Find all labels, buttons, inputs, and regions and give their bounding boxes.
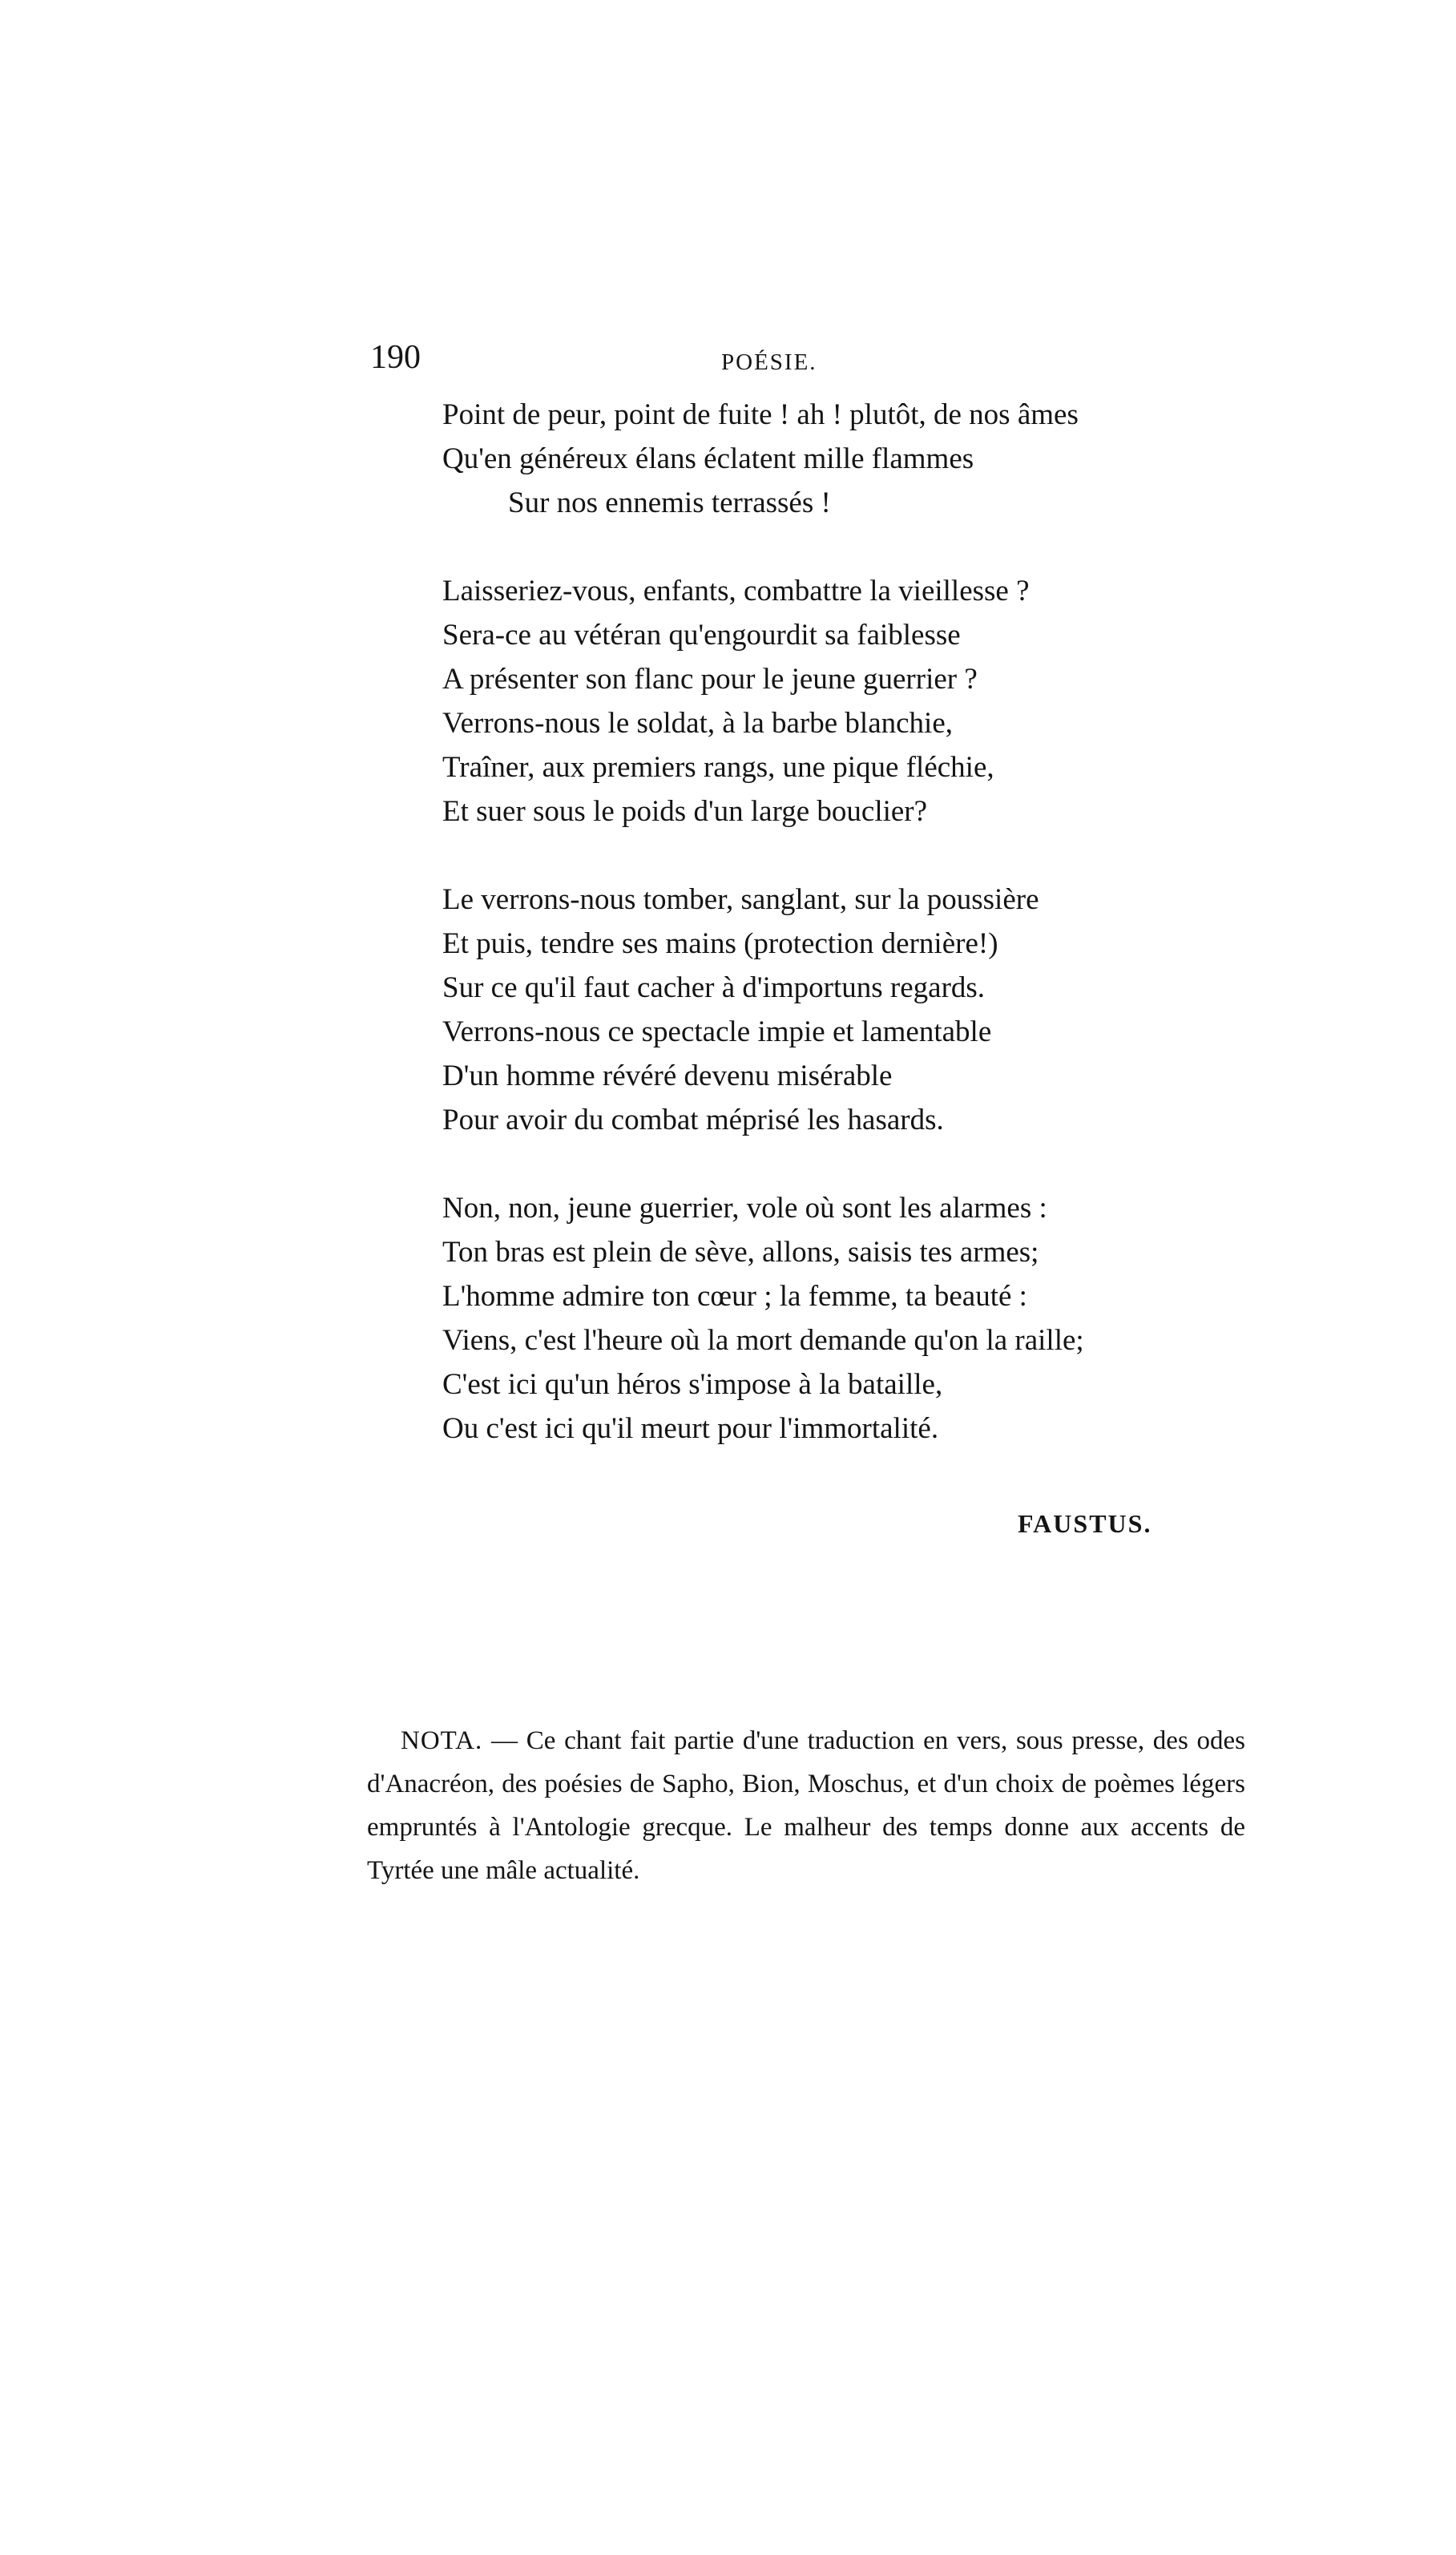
author-signature: FAUSTUS. [1018, 1509, 1152, 1538]
verse-line: Non, non, jeune guerrier, vole où sont les alarmes : [442, 1192, 1047, 1225]
page-number: 190 [370, 339, 421, 376]
stanza-break [442, 525, 1244, 569]
verse-line: L'homme admire ton cœur ; la femme, ta beauté : [442, 1280, 1027, 1313]
verse-line: D'un homme révéré devenu misérable [442, 1060, 893, 1092]
verse-line: Laisseriez-vous, enfants, combattre la vieillesse ? [442, 575, 1030, 607]
verse-line: Verrons-nous ce spectacle impie et lamentable [442, 1015, 992, 1048]
verse-line: Ou c'est ici qu'il meurt pour l'immortalité. [442, 1412, 939, 1445]
verse-line: Traîner, aux premiers rangs, une pique fléchie, [442, 751, 994, 784]
verse-line: Pour avoir du combat méprisé les hasards. [442, 1104, 944, 1136]
stanza-4 [442, 1186, 1244, 1451]
note-label: NOTA. [401, 1726, 483, 1755]
running-head: POÉSIE. [721, 349, 817, 375]
verse-line: Verrons-nous le soldat, à la barbe blanchie, [442, 707, 954, 740]
verse-line: Le verrons-nous tomber, sanglant, sur la poussière [442, 883, 1039, 916]
poem [442, 393, 1244, 1451]
stanza-2 [442, 569, 1244, 834]
verse-line: A présenter son flanc pour le jeune guerrier ? [442, 663, 978, 696]
stanza-3 [442, 878, 1244, 1142]
verse-line: Viens, c'est l'heure où la mort demande qu'on la raille; [442, 1324, 1084, 1357]
verse-line: Sur nos ennemis terrassés ! [508, 486, 831, 519]
editorial-note [367, 1719, 1245, 1892]
verse-line: Qu'en généreux élans éclatent mille flammes [442, 442, 974, 475]
verse-line: Point de peur, point de fuite ! ah ! plutôt, de nos âmes [442, 398, 1079, 431]
verse-line: Et puis, tendre ses mains (protection dernière!) [442, 927, 998, 960]
verse-line: Sera-ce au vétéran qu'engourdit sa faiblesse [442, 619, 961, 652]
stanza-1 [442, 393, 1244, 525]
verse-line: Sur ce qu'il faut cacher à d'importuns regards. [442, 971, 986, 1004]
stanza-break [442, 834, 1244, 878]
stanza-break [442, 1142, 1244, 1186]
verse-line: Ton bras est plein de sève, allons, saisis tes armes; [442, 1236, 1039, 1269]
verse-line: Et suer sous le poids d'un large bouclier? [442, 795, 928, 828]
note-text: — Ce chant fait partie d'une traduction en vers, sous presse, des odes d'Anacréon, des poésies de Sapho, Bion, Moschus, et d'un choix de poèmes légers empruntés à l'Antologie grecque. Le malheur des temps donne aux accents de Tyrtée une mâle actualité. [367, 1726, 1246, 1885]
verse-line: C'est ici qu'un héros s'impose à la bataille, [442, 1368, 943, 1401]
